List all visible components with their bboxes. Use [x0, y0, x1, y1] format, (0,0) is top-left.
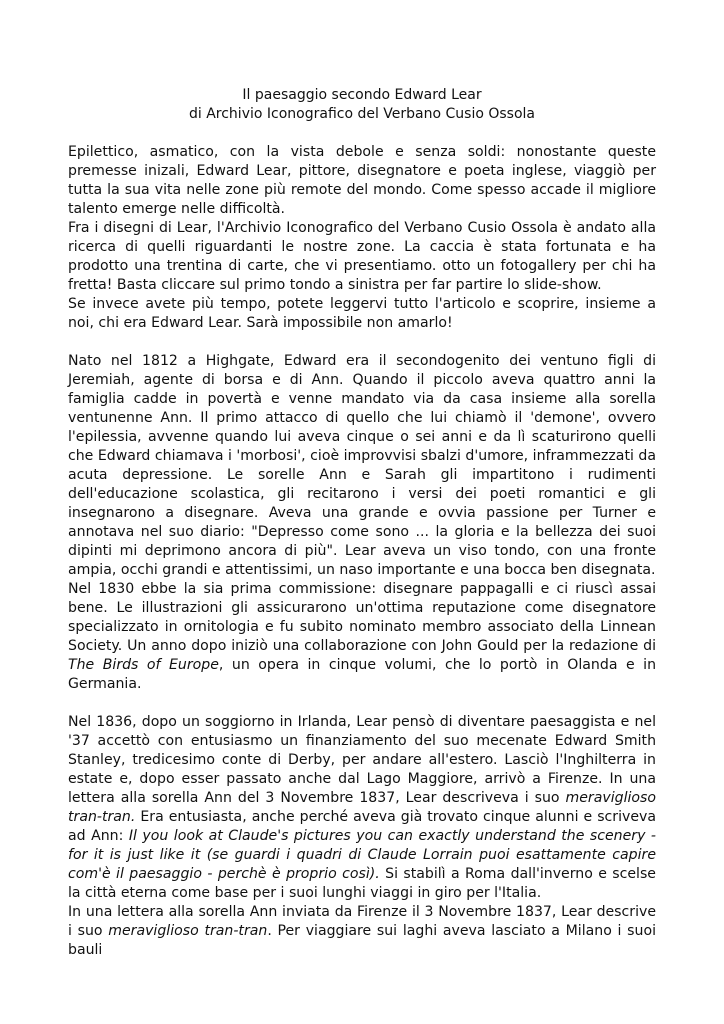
- text-run: Era entusiasta, anche perché aveva già trovato cinque alunni e scriveva ad Ann:: [68, 809, 656, 844]
- book-title: The Birds of Europe: [68, 657, 219, 673]
- paragraph-spacer: [68, 333, 656, 352]
- paragraph-italy: [68, 713, 656, 903]
- text-run: Si stabilì a Roma dall'inverno e scelse la città eterna come base per i suoi lunghi viaggi in giro per l'Italia.: [68, 866, 656, 901]
- title-line-1: Il paesaggio secondo Edward Lear: [242, 87, 482, 103]
- quoted-letter: Il you look at Claude's pictures you can exactly understand the scenery - for it is just like it (se guardi i quadri di Claude Lorrain puoi esattamente capire com'è il paesaggio - perchè è proprio così).: [68, 828, 656, 882]
- paragraph-biography: Nato nel 1812 a Highgate, Edward era il secondogenito dei ventuno figli di Jeremiah, agente di borsa e di Ann. Quando il piccolo aveva quattro anni la famiglia cadde in povertà e venne mandato via da casa insieme alla sorella ventunenne Ann. Il primo attacco di quello che lui chiamò il 'demone', ovvero l'epilessia, avvenne quando lui aveva cinque o sei anni e da lì scaturirono quelli che Edward chiamava i 'morbosi', cioè improvvisi sbalzi d'umore, inframmezzati da acuta depressione. Le sorelle Ann e Sarah gli impartitono i rudimenti dell'educazione scolastica, gli recitarono i versi dei poeti romantici e gli insegnarono a disegnare. Aveva una grande e ovvia passione per Turner e annotava nel suo diario: "Depresso come sono ... la gloria e la bellezza dei suoi dipinti mi deprimono ancora di più". Lear aveva un viso tondo, con una fronte ampia, occhi grandi e attentissimi, un naso importante e una bocca ben disegnata.: [68, 353, 656, 578]
- text-run: Nel 1836, dopo un soggiorno in Irlanda, Lear pensò di diventare paesaggista e nel '37 accettò con entusiasmo un finanziamento del suo mecenate Edward Smith Stanley, tredicesimo conte di Derby, per andare all'estero. Lasciò l'Inghilterra in estate e, dopo esser passato anche dal Lago Maggiore, arrivò a Firenze. In una lettera alla sorella Ann del 3 Novembre 1837, Lear descriveva i suo: [68, 714, 656, 806]
- text-run: , un opera in cinque volumi, che lo portò in Olanda e in Germania.: [68, 657, 657, 692]
- emphasis-text: meraviglioso tran-tran: [108, 923, 268, 939]
- title-line-2: di Archivio Iconografico del Verbano Cusio Ossola: [188, 106, 536, 122]
- text-run: In una lettera alla sorella Ann inviata da Firenze il 3 Novembre 1837, Lear descrive i suo: [68, 904, 656, 939]
- paragraph-spacer: [68, 694, 656, 713]
- text-run: . Per viaggiare sui laghi aveva lasciato a Milano i suoi bauli: [68, 923, 656, 958]
- paragraph-invitation: Se invece avete più tempo, potete leggervi tutto l'articolo e scoprire, insieme a noi, chi era Edward Lear. Sarà impossibile non amarlo!: [68, 296, 656, 331]
- document-title: [68, 86, 656, 124]
- paragraph-letter: [68, 903, 656, 960]
- emphasis-text: meraviglioso tran-tran.: [68, 790, 656, 825]
- document-page: [68, 86, 656, 960]
- paragraph-intro: Epilettico, asmatico, con la vista debole e senza soldi: nonostante queste premesse inizali, Edward Lear, pittore, disegnatore e poeta inglese, viaggiò per tutta la sua vita nelle zone più remote del mondo. Come spesso accade il migliore talento emerge nelle difficoltà.: [68, 144, 656, 217]
- text-run: Nel 1830 ebbe la sia prima commissione: disegnare pappagalli e ci riuscì assai bene. Le illustrazioni gli assicurarono un'ottima reputazione come disegnatore specializzato in ornitologia e fu subito nominato membro associato della Linnean Society. Un anno dopo iniziò una collaborazione con John Gould per la redazione di: [68, 581, 656, 654]
- paragraph-commission: [68, 580, 656, 694]
- paragraph-archive: Fra i disegni di Lear, l'Archivio Iconografico del Verbano Cusio Ossola è andato alla ricerca di quelli riguardanti le nostre zone. La caccia è stata fortunata e ha prodotto una trentina di carte, che vi presentiamo. otto un fotogallery per chi ha fretta! Basta cliccare sul primo tondo a sinistra per far partire lo slide-show.: [68, 220, 656, 293]
